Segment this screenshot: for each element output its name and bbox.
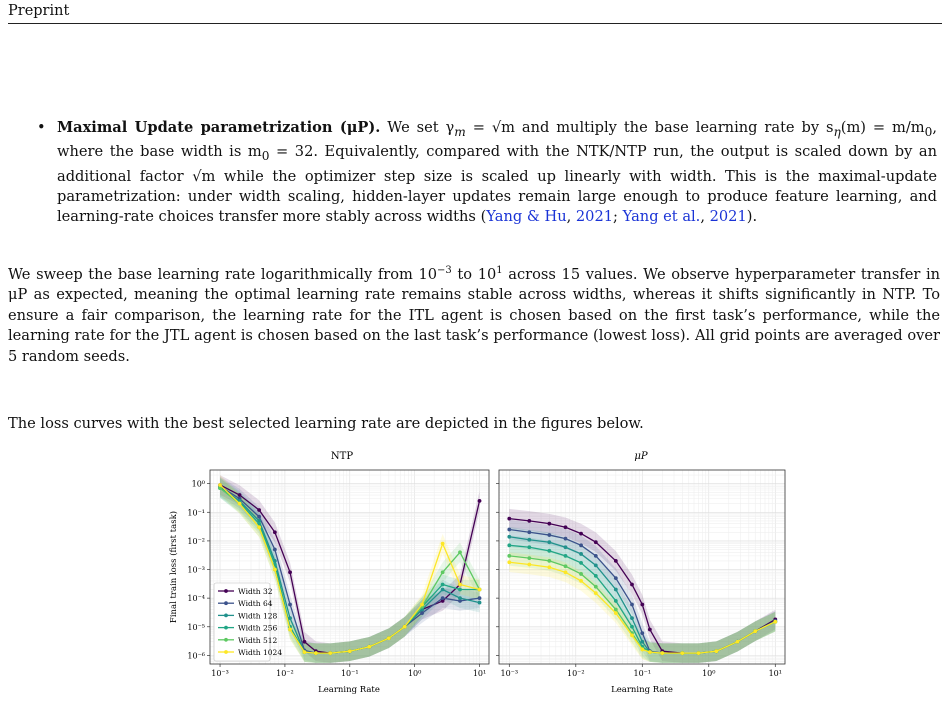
- data-point: [328, 651, 332, 655]
- bullet-text-2c: , where the base width is m: [57, 119, 937, 161]
- bullet-text-6c: ;: [613, 208, 623, 226]
- data-point: [594, 574, 598, 578]
- data-point: [458, 588, 462, 592]
- data-point: [614, 559, 618, 563]
- data-point: [630, 633, 634, 637]
- data-point: [288, 570, 292, 574]
- data-point: [714, 649, 718, 653]
- data-point: [257, 515, 261, 519]
- data-point: [564, 545, 568, 549]
- data-point: [547, 522, 551, 526]
- data-point: [594, 554, 598, 558]
- panel-title-ntp: NTP: [330, 451, 354, 462]
- legend-label: Width 128: [238, 611, 278, 621]
- data-point: [630, 625, 634, 629]
- data-point: [547, 533, 551, 537]
- running-head: Preprint: [8, 3, 942, 24]
- legend-marker: [224, 626, 228, 630]
- data-point: [547, 559, 551, 563]
- data-point: [736, 640, 740, 644]
- data-point: [614, 599, 618, 603]
- para1-text-1c: across 15 values. We observe hyperparameter: [502, 266, 856, 283]
- bullet-sub-1: m: [454, 124, 466, 139]
- y-tick-label: 10⁻⁶: [187, 651, 205, 661]
- data-point: [507, 543, 511, 547]
- data-point: [527, 530, 531, 534]
- bullet-text-2: by s: [801, 119, 834, 136]
- data-point: [564, 537, 568, 541]
- data-point: [564, 564, 568, 568]
- citation-year-1[interactable]: 2021: [575, 208, 614, 226]
- x-tick-label: 10⁻²: [566, 669, 585, 678]
- data-point: [594, 591, 598, 595]
- data-point: [564, 554, 568, 558]
- data-point: [273, 530, 277, 534]
- data-point: [458, 596, 462, 600]
- data-point: [478, 596, 482, 600]
- data-point: [303, 640, 307, 644]
- legend-marker: [224, 614, 228, 618]
- bullet-text-4: linearly with width. This is the maximal-update parametrization: under width scaling, hidden-layer: [57, 167, 938, 206]
- data-point: [367, 645, 371, 649]
- legend-marker: [224, 650, 228, 654]
- citation-link-yang-hu[interactable]: Yang & Hu: [486, 208, 567, 226]
- data-point: [441, 583, 445, 587]
- legend-marker: [224, 638, 228, 642]
- bullet-text-5: updates remain large enough to produce feature learning, and learning-rate choices transfer more: [57, 188, 938, 226]
- data-point: [614, 576, 618, 580]
- bullet-sub-3: 0: [924, 124, 933, 139]
- data-point: [273, 548, 277, 552]
- y-tick-label: 10⁰: [191, 479, 205, 489]
- data-point: [579, 552, 583, 556]
- data-point: [614, 588, 618, 592]
- bullet-text-1b: = √m and multiply the base learning rate: [465, 119, 795, 136]
- data-point: [348, 649, 352, 653]
- data-point: [579, 572, 583, 576]
- y-tick-label: 10⁻⁵: [187, 622, 205, 632]
- x-tick-label: 10⁻¹: [633, 669, 652, 678]
- data-point: [238, 502, 242, 506]
- data-point: [579, 543, 583, 547]
- x-tick-label: 10⁻³: [211, 669, 229, 678]
- legend: [214, 583, 282, 661]
- legend-label: Width 1024: [238, 648, 283, 657]
- legend-label: Width 256: [238, 623, 278, 633]
- x-axis-label-ntp: Learning Rate: [318, 685, 380, 695]
- data-point: [614, 611, 618, 615]
- legend-marker: [224, 589, 228, 593]
- data-point: [640, 631, 644, 635]
- para1-text-5: performance (lowest loss). All grid points are averaged over 5 random seeds.: [8, 327, 940, 365]
- para1-text-4: the first task’s performance, while the learning rate for the JTL agent is chosen based on the last task’s: [8, 306, 940, 345]
- data-point: [507, 517, 511, 521]
- para1-sup-2: 1: [496, 265, 503, 277]
- data-point: [441, 570, 445, 574]
- legend-marker: [224, 601, 228, 605]
- bullet-text-6d: ,: [700, 208, 710, 226]
- x-tick-label: 10⁻³: [500, 669, 519, 678]
- data-point: [640, 648, 644, 652]
- para1-text-2: transfer in μP as expected, meaning the optimal learning rate remains stable across widths, whereas it shifts: [8, 266, 941, 304]
- data-point: [579, 561, 583, 565]
- data-point: [387, 636, 391, 640]
- data-point: [579, 579, 583, 583]
- y-tick-label: 10⁻¹: [187, 508, 205, 518]
- data-point: [527, 556, 531, 560]
- data-point: [288, 628, 292, 632]
- data-point: [458, 583, 462, 587]
- data-point: [640, 603, 644, 607]
- data-point: [478, 588, 482, 592]
- data-point: [753, 629, 757, 633]
- x-tick-label: 10⁰: [702, 669, 716, 678]
- data-point: [579, 532, 583, 536]
- bullet-sub-2: η: [833, 124, 841, 139]
- data-point: [238, 493, 242, 497]
- bullet-text-3: run, the output is scaled down by an additional factor √m while the optimizer step size is scaled up: [57, 143, 938, 185]
- panel-mup: [496, 451, 785, 695]
- bullet-sub-4: 0: [261, 149, 270, 164]
- data-point: [547, 540, 551, 544]
- data-point: [507, 560, 511, 564]
- data-point: [403, 625, 407, 629]
- para1-text-3: significantly in NTP. To ensure a fair comparison, the learning rate for the ITL agent is chosen based on: [8, 286, 940, 324]
- data-point: [594, 585, 598, 589]
- data-point: [478, 601, 482, 605]
- para1-text-1b: to 10: [451, 266, 497, 283]
- data-point: [420, 611, 424, 615]
- legend-label: Width 64: [238, 599, 273, 609]
- data-point: [441, 542, 445, 546]
- data-point: [594, 540, 598, 544]
- data-point: [441, 596, 445, 600]
- y-tick-label: 10⁻²: [187, 536, 205, 546]
- data-point: [507, 554, 511, 558]
- bullet-text-6: stably across widths (: [325, 208, 487, 226]
- data-point: [507, 535, 511, 539]
- legend-label: Width 32: [238, 587, 273, 596]
- x-tick-label: 10⁻¹: [340, 669, 359, 678]
- data-point: [630, 603, 634, 607]
- data-point: [630, 583, 634, 587]
- para1-text-1: We sweep the base learning rate logarithmically from 10: [8, 266, 438, 283]
- data-point: [420, 603, 424, 607]
- data-point: [527, 519, 531, 523]
- data-point: [564, 525, 568, 529]
- data-point: [478, 499, 482, 503]
- bullet-text-1: We set γ: [387, 119, 455, 136]
- data-point: [257, 508, 261, 512]
- data-point: [680, 651, 684, 655]
- paragraph-sweep: [8, 265, 940, 367]
- data-point: [218, 483, 222, 487]
- x-tick-label: 10⁰: [407, 669, 422, 678]
- bullet-mup: [37, 118, 938, 228]
- data-point: [773, 620, 777, 624]
- data-point: [527, 538, 531, 542]
- data-point: [273, 568, 277, 572]
- data-point: [564, 570, 568, 574]
- x-tick-label: 10¹: [472, 669, 487, 678]
- legend-label: Width 512: [238, 635, 278, 645]
- data-point: [527, 563, 531, 567]
- data-point: [314, 651, 318, 655]
- x-axis-label-mup: Learning Rate: [611, 685, 673, 695]
- bullet-text-6e: ).: [746, 208, 758, 226]
- bullet-dot: •: [37, 119, 46, 136]
- data-point: [441, 588, 445, 592]
- bullet-text-2b: (m) = m/m: [840, 119, 925, 136]
- data-point: [547, 565, 551, 569]
- data-point: [257, 525, 261, 529]
- data-point: [594, 563, 598, 567]
- data-point: [547, 549, 551, 553]
- data-point: [660, 651, 664, 655]
- data-point: [648, 650, 652, 654]
- paragraph-figure-intro: The loss curves with the best selected learning rate are depicted in the figures below.: [8, 415, 644, 432]
- data-point: [288, 603, 292, 607]
- panel-title-mup: μP: [634, 451, 648, 462]
- y-tick-label: 10⁻³: [187, 565, 205, 575]
- y-axis-label: Final train loss (first task): [169, 510, 179, 624]
- data-point: [697, 651, 701, 655]
- data-point: [507, 528, 511, 532]
- y-tick-label: 10⁻⁴: [187, 594, 205, 604]
- x-tick-label: 10¹: [768, 669, 782, 678]
- bullet-title: Maximal Update parametrization (μP).: [57, 119, 381, 136]
- bullet-text-6b: ,: [566, 208, 576, 226]
- figure-loss-curves: [0, 445, 950, 701]
- citation-link-yang-et-al[interactable]: Yang et al.: [622, 208, 701, 226]
- data-point: [630, 616, 634, 620]
- data-point: [648, 628, 652, 632]
- data-point: [527, 545, 531, 549]
- data-point: [458, 550, 462, 554]
- bullet-text-2d: = 32. Equivalently, compared with the NTK/NTP: [269, 143, 647, 161]
- data-point: [303, 650, 307, 654]
- citation-year-2[interactable]: 2021: [709, 208, 747, 226]
- para1-sup-1: −3: [437, 265, 452, 277]
- x-tick-label: 10⁻²: [276, 669, 294, 678]
